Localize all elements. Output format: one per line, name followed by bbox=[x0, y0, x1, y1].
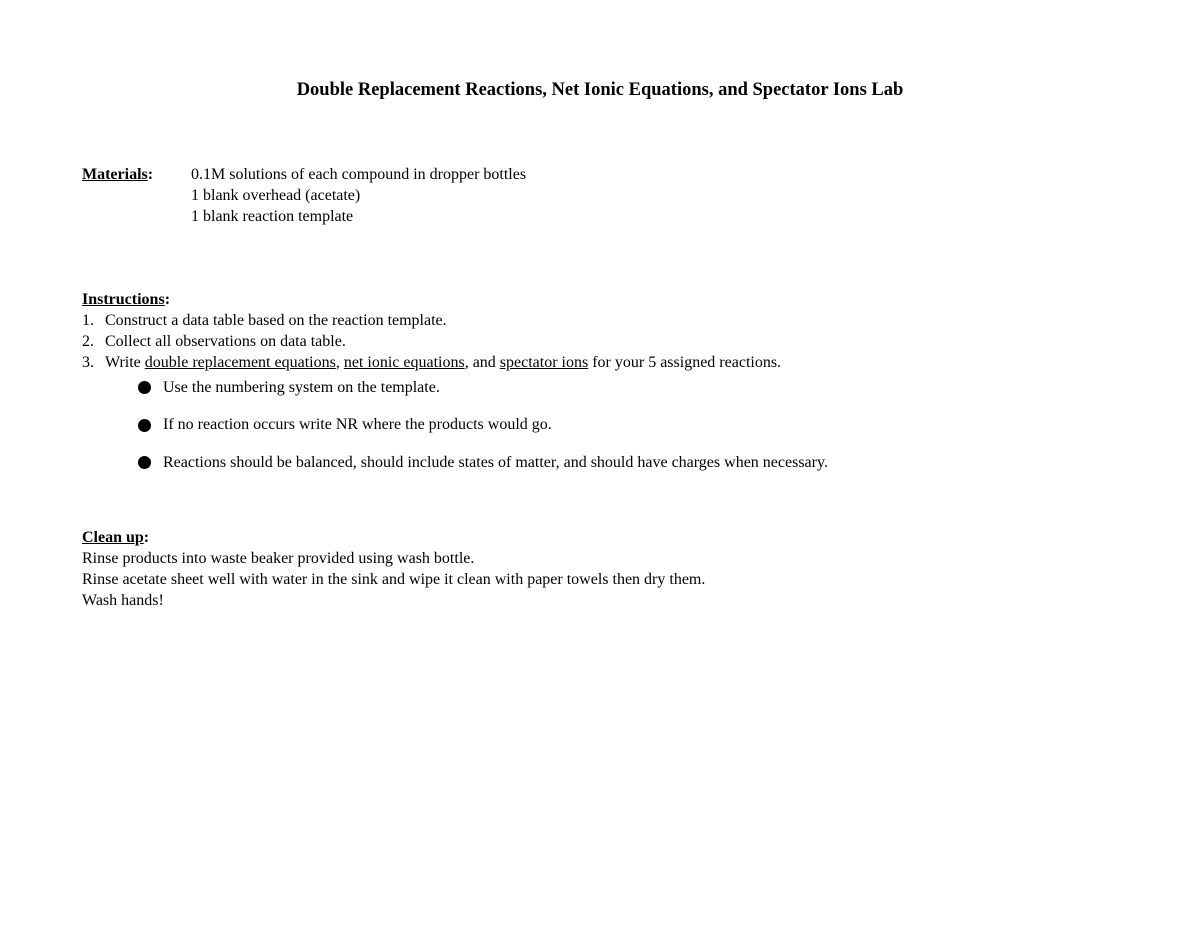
cleanup-line: Rinse products into waste beaker provided using wash bottle. bbox=[82, 550, 475, 567]
step-number: 3. bbox=[82, 354, 94, 371]
underlined-term: net ionic equations bbox=[343, 354, 465, 371]
underlined-term: spectator ions bbox=[499, 354, 589, 371]
cleanup-heading bbox=[82, 527, 705, 548]
instruction-step bbox=[82, 352, 828, 373]
instruction-bullets bbox=[138, 377, 828, 473]
instructions-heading-label: Instructions bbox=[82, 291, 165, 308]
cleanup-heading-colon: : bbox=[143, 529, 150, 546]
step-text bbox=[105, 352, 781, 373]
materials-heading bbox=[82, 164, 191, 185]
materials-item: 0.1M solutions of each compound in dropper bottles bbox=[191, 166, 527, 183]
cleanup-line: Rinse acetate sheet well with water in the sink and wipe it clean with paper towels then dry them. bbox=[82, 571, 706, 588]
page-title: Double Replacement Reactions, Net Ionic Equations, and Spectator Ions Lab bbox=[296, 80, 904, 100]
cleanup-line: Wash hands! bbox=[82, 592, 164, 609]
materials-heading-label: Materials bbox=[82, 166, 148, 183]
bullet-icon bbox=[138, 381, 151, 394]
step-text: Collect all observations on data table. bbox=[105, 333, 346, 350]
step-text-part: for your 5 assigned reactions. bbox=[588, 354, 782, 371]
instructions-section bbox=[82, 289, 828, 490]
instructions-heading bbox=[82, 289, 828, 310]
step-number: 2. bbox=[82, 333, 94, 350]
bullet-text: Reactions should be balanced, should include states of matter, and should have charges when necessary. bbox=[163, 453, 828, 471]
step-text: Construct a data table based on the reaction template. bbox=[105, 312, 447, 329]
bullet-icon bbox=[138, 456, 151, 469]
instruction-step bbox=[82, 310, 828, 331]
bullet-text: Use the numbering system on the template. bbox=[163, 378, 440, 396]
materials-item: 1 blank overhead (acetate) bbox=[191, 187, 361, 204]
underlined-term: double replacement equations bbox=[144, 354, 336, 371]
step-text-part: Write bbox=[105, 354, 145, 371]
materials-item: 1 blank reaction template bbox=[191, 208, 354, 225]
bullet-text: If no reaction occurs write NR where the products would go. bbox=[163, 416, 552, 433]
cleanup-heading-label: Clean up bbox=[82, 529, 144, 546]
materials-section bbox=[82, 164, 526, 227]
step-text-part: , bbox=[335, 354, 344, 371]
bullet-item bbox=[138, 415, 828, 436]
cleanup-section bbox=[82, 527, 705, 611]
instructions-heading-colon: : bbox=[164, 291, 171, 308]
bullet-icon bbox=[138, 419, 151, 432]
step-text-part: , and bbox=[464, 354, 500, 371]
materials-heading-colon: : bbox=[147, 166, 154, 183]
bullet-item bbox=[138, 377, 828, 398]
bullet-item bbox=[138, 452, 828, 473]
step-number: 1. bbox=[82, 312, 94, 329]
instruction-step bbox=[82, 331, 828, 352]
